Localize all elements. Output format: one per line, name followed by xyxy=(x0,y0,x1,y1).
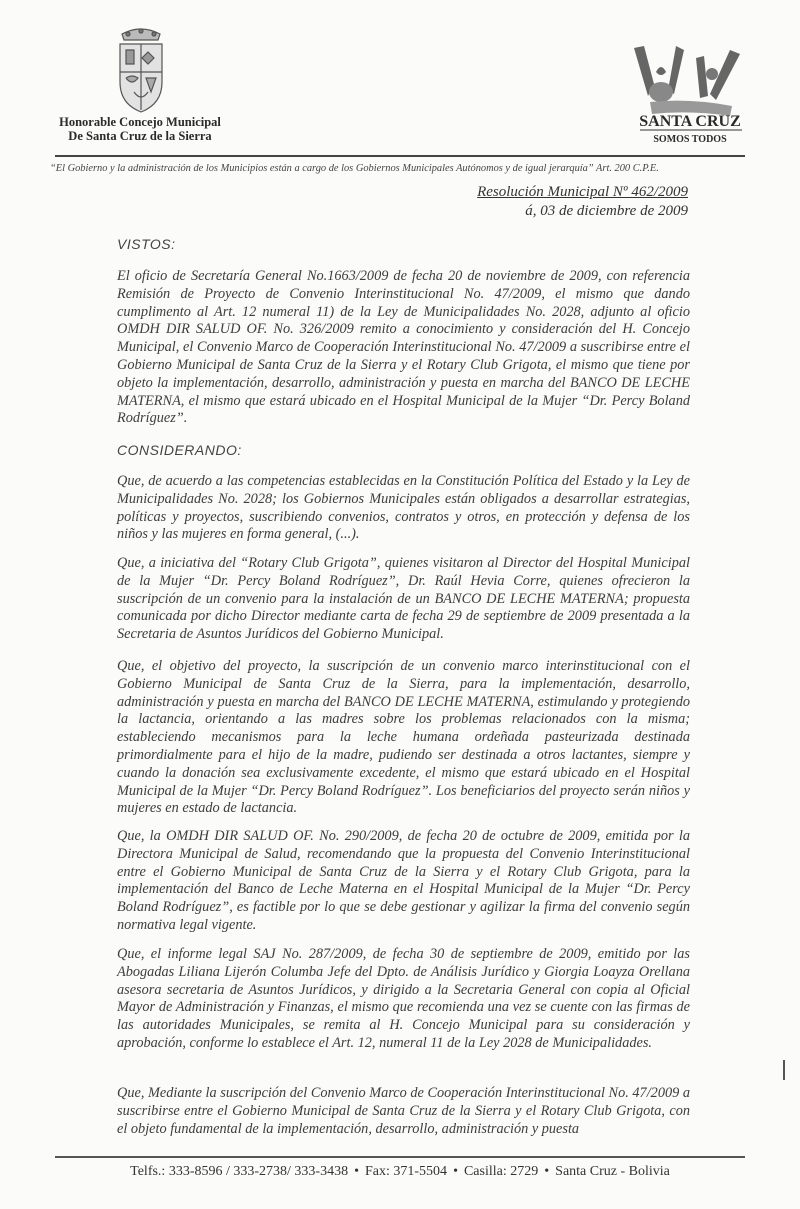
resolution-date: á, 03 de diciembre de 2009 xyxy=(525,203,688,219)
paragraph-competencias: Que, de acuerdo a las competencias establecidas en la Constitución Política del Estado y la Ley de Municipalidades No. 2028; los Gobiernos Municipales están obligados a desarrollar estrategias, políticas y proyectos, suscribiendo convenios, contratos y otros, en protección y defensa de los niños y las mujeres en forma general, (...). xyxy=(117,473,690,543)
header-divider xyxy=(55,155,745,157)
footer-fax: Fax: 371-5504 xyxy=(365,1164,448,1179)
paragraph-iniciativa: Que, a iniciativa del “Rotary Club Grigota”, quienes visitaron al Director del Hospital Municipal de la Mujer “Dr. Percy Boland Rodríguez”, Dr. Raúl Hevia Corre, quienes ofrecieron la suscripción de un convenio para la instalación de un BANCO DE LECHE MATERNA; propuesta comunicada por dicho Director mediante carta de fecha 29 de septiembre de 2009 presentada a la Secretaria de Asuntos Jurídicos del Gobierno Municipal. xyxy=(117,555,690,643)
vistos-heading: VISTOS: xyxy=(117,236,176,252)
footer-city: Santa Cruz - Bolivia xyxy=(555,1164,670,1179)
considerando-heading: CONSIDERANDO: xyxy=(117,442,242,458)
paragraph-suscripcion: Que, Mediante la suscripción del Convenio Marco de Cooperación Interinstitucional No. 47/2009 a suscribirse entre el Gobierno Municipal de Santa Cruz de la Sierra y el Rotary Club Grigota, con el objeto fundamental de la implementación, desarrollo, administración y puesta xyxy=(117,1085,690,1137)
footer-phones: Telfs.: 333-8596 / 333-2738/ 333-3438 xyxy=(130,1164,349,1179)
council-name xyxy=(40,115,240,143)
constitution-motto: “El Gobierno y la administración de los Municipios están a cargo de los Gobiernos Municipales Autónomos y de igual jerarquía” Art. 200 C.P.E. xyxy=(50,163,659,174)
santa-cruz-logo xyxy=(630,44,750,150)
council-line-1: Honorable Concejo Municipal xyxy=(59,115,221,129)
page-edge-mark xyxy=(783,1060,785,1080)
coat-of-arms-icon xyxy=(112,26,170,114)
paragraph-vistos: El oficio de Secretaría General No.1663/2009 de fecha 20 de noviembre de 2009, con referencia Remisión de Proyecto de Convenio Interinstitucional No. 47/2009, el mismo que dando cumplimento al Art. 12 numeral 11) de la Ley de Municipalidades No. 2028, adjunto al oficio OMDH DIR SALUD OF. No. 326/2009 remito a conocimiento y consideración del H. Concejo Municipal, el Convenio Marco de Cooperación Interinstitucional No. 47/2009 a suscribirse entre el Gobierno Municipal de Santa Cruz de la Sierra y el Rotary Club Grigota, el mismo que tiene por objeto la implementación, desarrollo, administración y puesta en marcha del BANCO DE LECHE MATERNA, el mismo que estará ubicado en el Hospital Municipal de la Mujer “Dr. Percy Boland Rodríguez”. xyxy=(117,268,690,427)
logo-text-main: SANTA CRUZ xyxy=(639,113,741,130)
paragraph-informe-legal: Que, el informe legal SAJ No. 287/2009, de fecha 30 de septiembre de 2009, emitido por las Abogadas Liliana Lijerón Columba Jefe del Dpto. de Análisis Jurídico y Giorgia Loayza Orellana asesora secretaria de Asuntos Jurídicos, y dirigido a la Secretaria General con copia al Oficial Mayor de Administración y Finanzas, el mismo que recomienda una vez se cuente con las firmas de las autoridades Municipales, se remita al H. Concejo Municipal para su consideración y aprobación, conforme lo establece el Art. 12, numeral 11 de la Ley 2028 de Municipalidades. xyxy=(117,946,690,1051)
footer-casilla: Casilla: 2729 xyxy=(463,1164,539,1179)
footer-contact: Telfs.: 333-8596 / 333-2738/ 333-3438 • Fax: 371-5504 • Casilla: 2729 • Santa Cruz - Bolivia xyxy=(130,1164,670,1179)
logo-text-sub: SOMOS TODOS xyxy=(653,134,727,145)
council-line-2: De Santa Cruz de la Sierra xyxy=(68,129,212,143)
paragraph-objetivo: Que, el objetivo del proyecto, la suscripción de un convenio marco interinstitucional con el Gobierno Municipal de Santa Cruz de la Sierra, para la implementación, desarrollo, administración y puesta en marcha del BANCO DE LECHE MATERNA, estimulando y protegiendo la lactancia, orientando a las madres sobre los problemas relacionados con la misma; estableciendo mecanismos para la leche humana ordeñada pasteurizada destinada primordialmente para el hijo de la madre, pudiendo ser destinada a otros lactantes, siempre y cuando la donación sea exclusivamente excedente, el mismo que estará ubicado en el Hospital Municipal de la Mujer “Dr. Percy Boland Rodríguez”. Los beneficiarios del proyecto serán niños y mujeres en estado de lactancia. xyxy=(117,658,690,817)
resolution-number: Resolución Municipal Nº 462/2009 xyxy=(477,184,688,200)
footer-divider xyxy=(55,1156,745,1158)
paragraph-omdh: Que, la OMDH DIR SALUD OF. No. 290/2009, de fecha 20 de octubre de 2009, emitida por la Directora Municipal de Salud, recomendando que la propuesta del Convenio Interinstitucional entre el Gobierno Municipal de Santa Cruz de la Sierra y el Rotary Club Grigota, para la implementación del Banco de Leche Materna en el Hospital Municipal de la Mujer “Dr. Percy Boland Rodríguez”, es factible por lo que se debe gestionar y agilizar la firma del convenio según normativa legal vigente. xyxy=(117,828,690,933)
